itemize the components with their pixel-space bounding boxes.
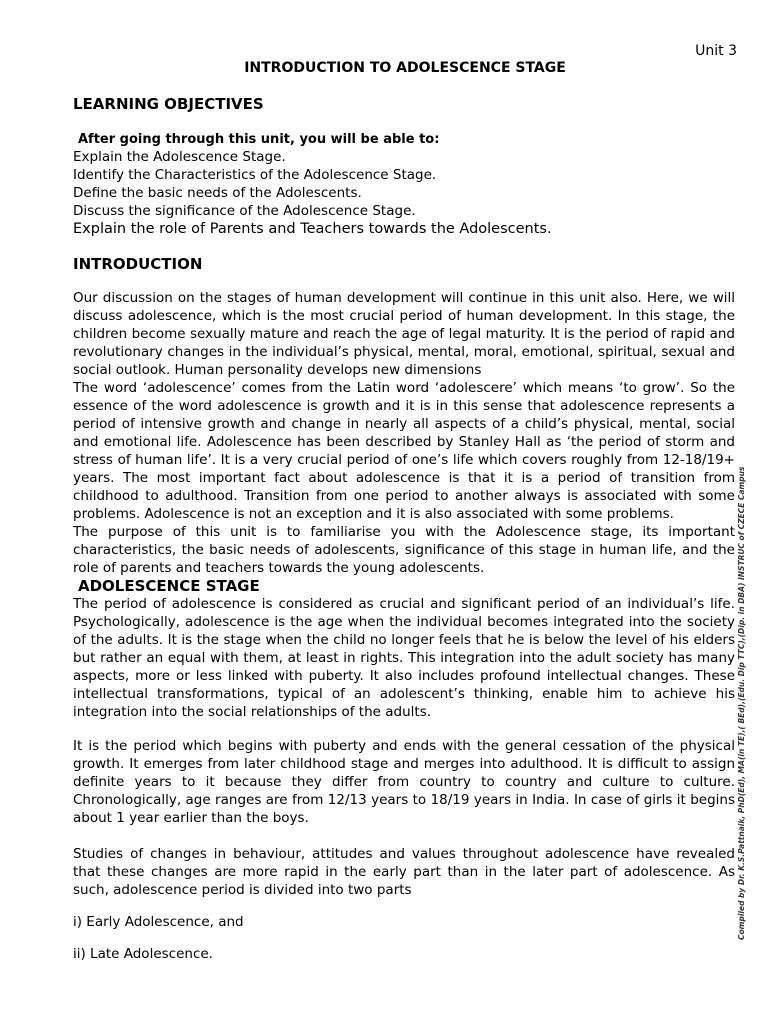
- document-title: INTRODUCTION TO ADOLESCENCE STAGE: [244, 60, 566, 76]
- objectives-intro: After going through this unit, you will be able to:: [78, 132, 440, 147]
- document-body: [73, 95, 735, 963]
- unit-label: Unit 3: [695, 43, 737, 59]
- introduction-heading: INTRODUCTION: [73, 255, 203, 273]
- stage-part-item: i) Early Adolescence, and: [73, 914, 244, 930]
- stage-paragraph: It is the period which begins with puberty and ends with the general cessation of the physical growth. It emerges from later childhood stage and merges into adulthood. It is difficult to assign definite years to it because they differ from country to country and culture to culture. Chronologically, age ranges are from 12/13 years to 18/19 years in India. In case of girls it begins about 1 year earlier than the boys.: [73, 738, 735, 826]
- intro-paragraph: The purpose of this unit is to familiarise you with the Adolescence stage, its important characteristics, the basic needs of adolescents, significance of this stage in human life, and the role of parents and teachers towards the young adolescents.: [73, 524, 735, 576]
- objective-item: Discuss the significance of the Adolescence Stage.: [73, 203, 416, 219]
- compiler-side-note: Compiled by Dr. K.S.Pattnaik, PhD(Ed), MA(in TE),( BEd),(Edu. Dip TTC),(Dip. in DBA) INSTRUC of CZECE Campus: [737, 466, 746, 940]
- stage-paragraph: Studies of changes in behaviour, attitudes and values throughout adolescence have revealed that these changes are more rapid in the early part than in the later part of adolescence. As such, adolescence period is divided into two parts: [73, 846, 735, 898]
- objective-item: Define the basic needs of the Adolescents.: [73, 185, 362, 201]
- objective-item: Identify the Characteristics of the Adolescence Stage.: [73, 167, 437, 183]
- intro-paragraph: Our discussion on the stages of human development will continue in this unit also. Here, we will discuss adolescence, which is the most crucial period of human development. In this stage, the children become sexually mature and reach the age of legal maturity. It is the period of rapid and revolutionary changes in the individual’s physical, mental, moral, emotional, spiritual, sexual and social outlook. Human personality develops new dimensions: [73, 290, 735, 378]
- adolescence-stage-heading: ADOLESCENCE STAGE: [78, 577, 260, 595]
- learning-objectives-heading: LEARNING OBJECTIVES: [73, 95, 264, 113]
- stage-part-item: ii) Late Adolescence.: [73, 946, 213, 962]
- intro-paragraph: The word ‘adolescence’ comes from the Latin word ‘adolescere’ which means ‘to grow’. So the essence of the word adolescence is growth and it is in this sense that adolescence represents a period of intensive growth and change in nearly all aspects of a child’s physical, mental, social and emotional life. Adolescence has been described by Stanley Hall as ‘the period of storm and stress of human life’. It is a very crucial period of one’s life which covers roughly from 12-18/19+ years. The most important fact about adolescence is that it is a period of transition from childhood to adulthood. Transition from one period to another always is associated with some problems. Adolescence is not an exception and it is also associated with some problems.: [73, 380, 735, 522]
- objective-item: Explain the role of Parents and Teachers towards the Adolescents.: [73, 221, 552, 237]
- stage-paragraph: The period of adolescence is considered as crucial and significant period of an individual’s life. Psychologically, adolescence is the age when the individual becomes integrated into the society of the adults. It is the stage when the child no longer feels that he is below the level of his elders but rather an equal with them, at least in rights. This integration into the adult society has many aspects, more or less linked with puberty. It also includes profound intellectual changes. These intellectual transformations, typical of an adolescent’s thinking, enable him to achieve his integration into the social relationships of the adults.: [73, 596, 735, 720]
- objective-item: Explain the Adolescence Stage.: [73, 149, 286, 165]
